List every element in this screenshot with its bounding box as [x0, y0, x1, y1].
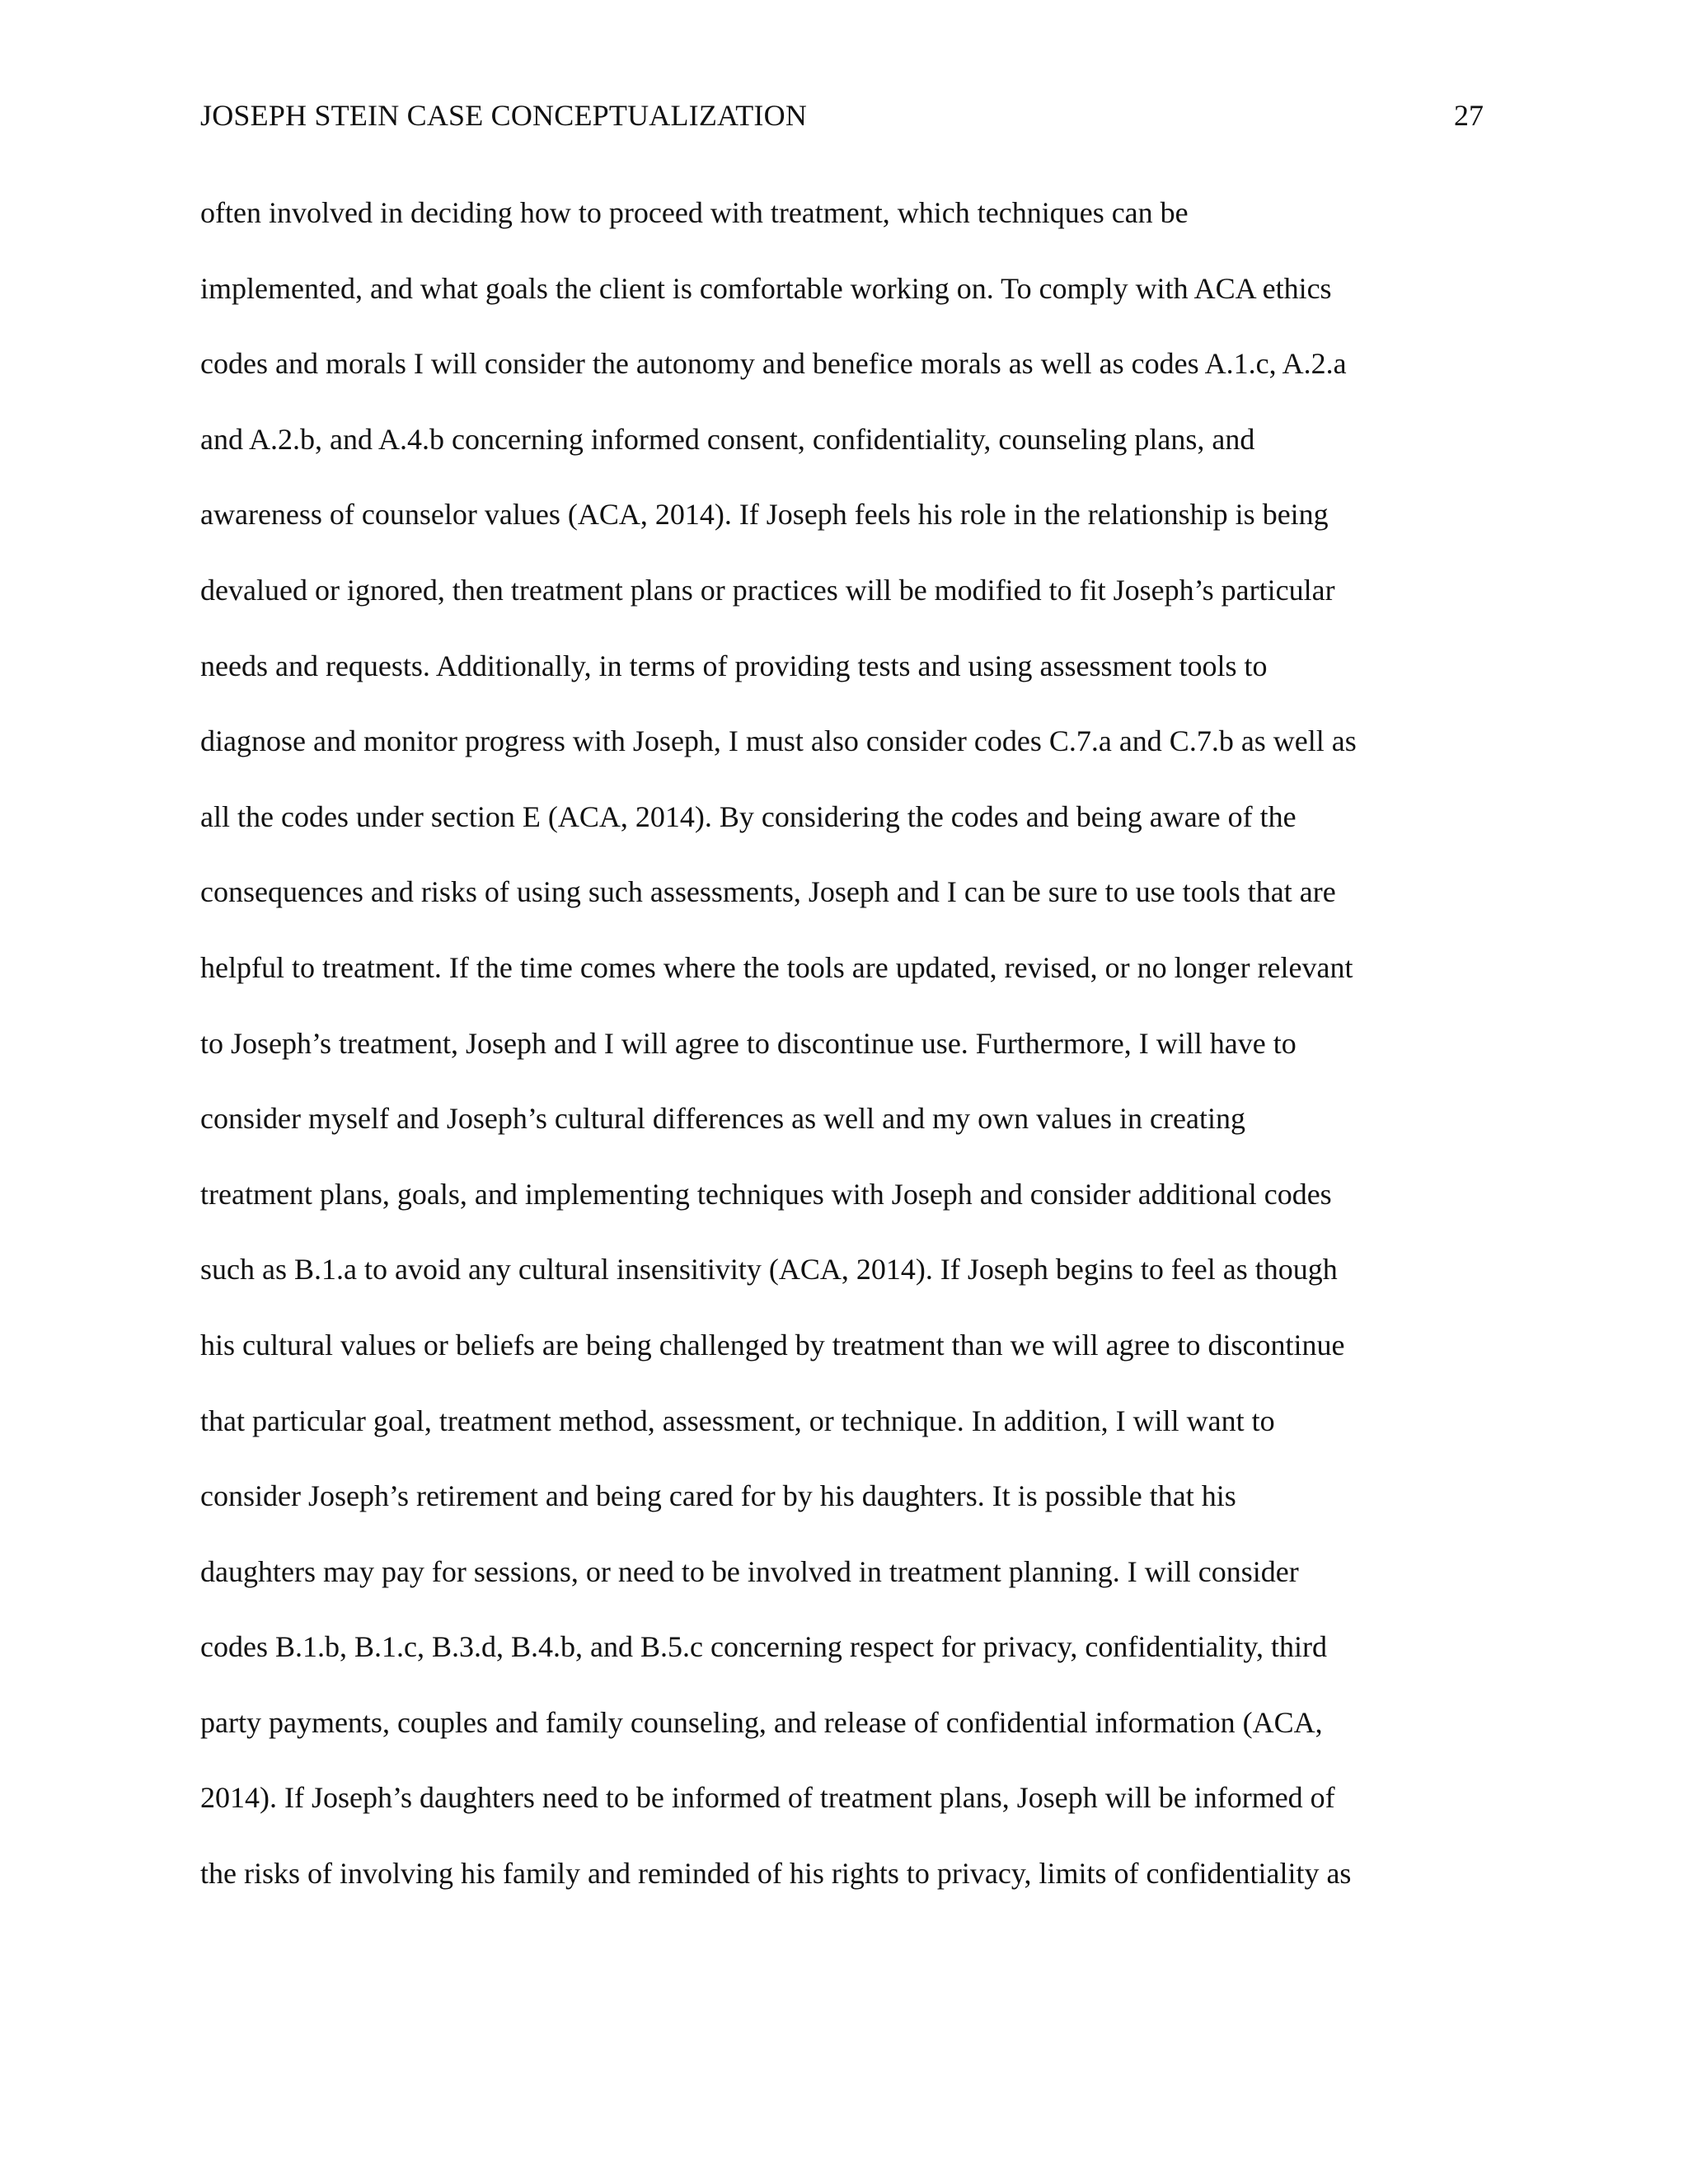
- text-line: devalued or ignored, then treatment plans or practices will be modified to fit Joseph’s particular: [200, 573, 1335, 607]
- text-line: often involved in deciding how to proceed with treatment, which techniques can be: [200, 196, 1189, 229]
- text-line: codes B.1.b, B.1.c, B.3.d, B.4.b, and B.5.c concerning respect for privacy, confidentiality, third: [200, 1630, 1327, 1664]
- text-line: implemented, and what goals the client is comfortable working on. To comply with ACA ethics: [200, 271, 1332, 305]
- text-line: party payments, couples and family counseling, and release of confidential information (ACA,: [200, 1705, 1323, 1739]
- text-line: awareness of counselor values (ACA, 2014). If Joseph feels his role in the relationship is being: [200, 498, 1329, 532]
- running-head: JOSEPH STEIN CASE CONCEPTUALIZATION: [200, 99, 808, 132]
- text-line: to Joseph’s treatment, Joseph and I will agree to discontinue use. Furthermore, I will have to: [200, 1026, 1296, 1060]
- text-line: that particular goal, treatment method, assessment, or technique. In addition, I will want to: [200, 1404, 1275, 1437]
- body-paragraph: [200, 194, 1486, 1931]
- text-line: diagnose and monitor progress with Joseph, I must also consider codes C.7.a and C.7.b as well as: [200, 724, 1357, 758]
- text-line: all the codes under section E (ACA, 2014). By considering the codes and being aware of the: [200, 799, 1296, 833]
- page-number: 27: [1454, 99, 1484, 132]
- text-line: consequences and risks of using such assessments, Joseph and I can be sure to use tools that are: [200, 875, 1336, 909]
- text-line: treatment plans, goals, and implementing techniques with Joseph and consider additional codes: [200, 1177, 1332, 1211]
- text-line: daughters may pay for sessions, or need to be involved in treatment planning. I will consider: [200, 1554, 1299, 1588]
- text-line: the risks of involving his family and reminded of his rights to privacy, limits of confidentiality as: [200, 1857, 1352, 1891]
- text-line: his cultural values or beliefs are being challenged by treatment than we will agree to discontinue: [200, 1328, 1345, 1361]
- text-line: consider myself and Joseph’s cultural differences as well and my own values in creating: [200, 1102, 1245, 1136]
- text-line: helpful to treatment. If the time comes where the tools are updated, revised, or no longer relevant: [200, 950, 1353, 984]
- text-line: consider Joseph’s retirement and being cared for by his daughters. It is possible that his: [200, 1479, 1236, 1513]
- text-line: such as B.1.a to avoid any cultural insensitivity (ACA, 2014). If Joseph begins to feel as though: [200, 1253, 1338, 1286]
- text-line: and A.2.b, and A.4.b concerning informed consent, confidentiality, counseling plans, and: [200, 422, 1255, 456]
- text-line: codes and morals I will consider the autonomy and benefice morals as well as codes A.1.c, A.2.a: [200, 347, 1347, 381]
- text-line: needs and requests. Additionally, in terms of providing tests and using assessment tools to: [200, 649, 1268, 682]
- text-line: 2014). If Joseph’s daughters need to be informed of treatment plans, Joseph will be informed of: [200, 1781, 1335, 1815]
